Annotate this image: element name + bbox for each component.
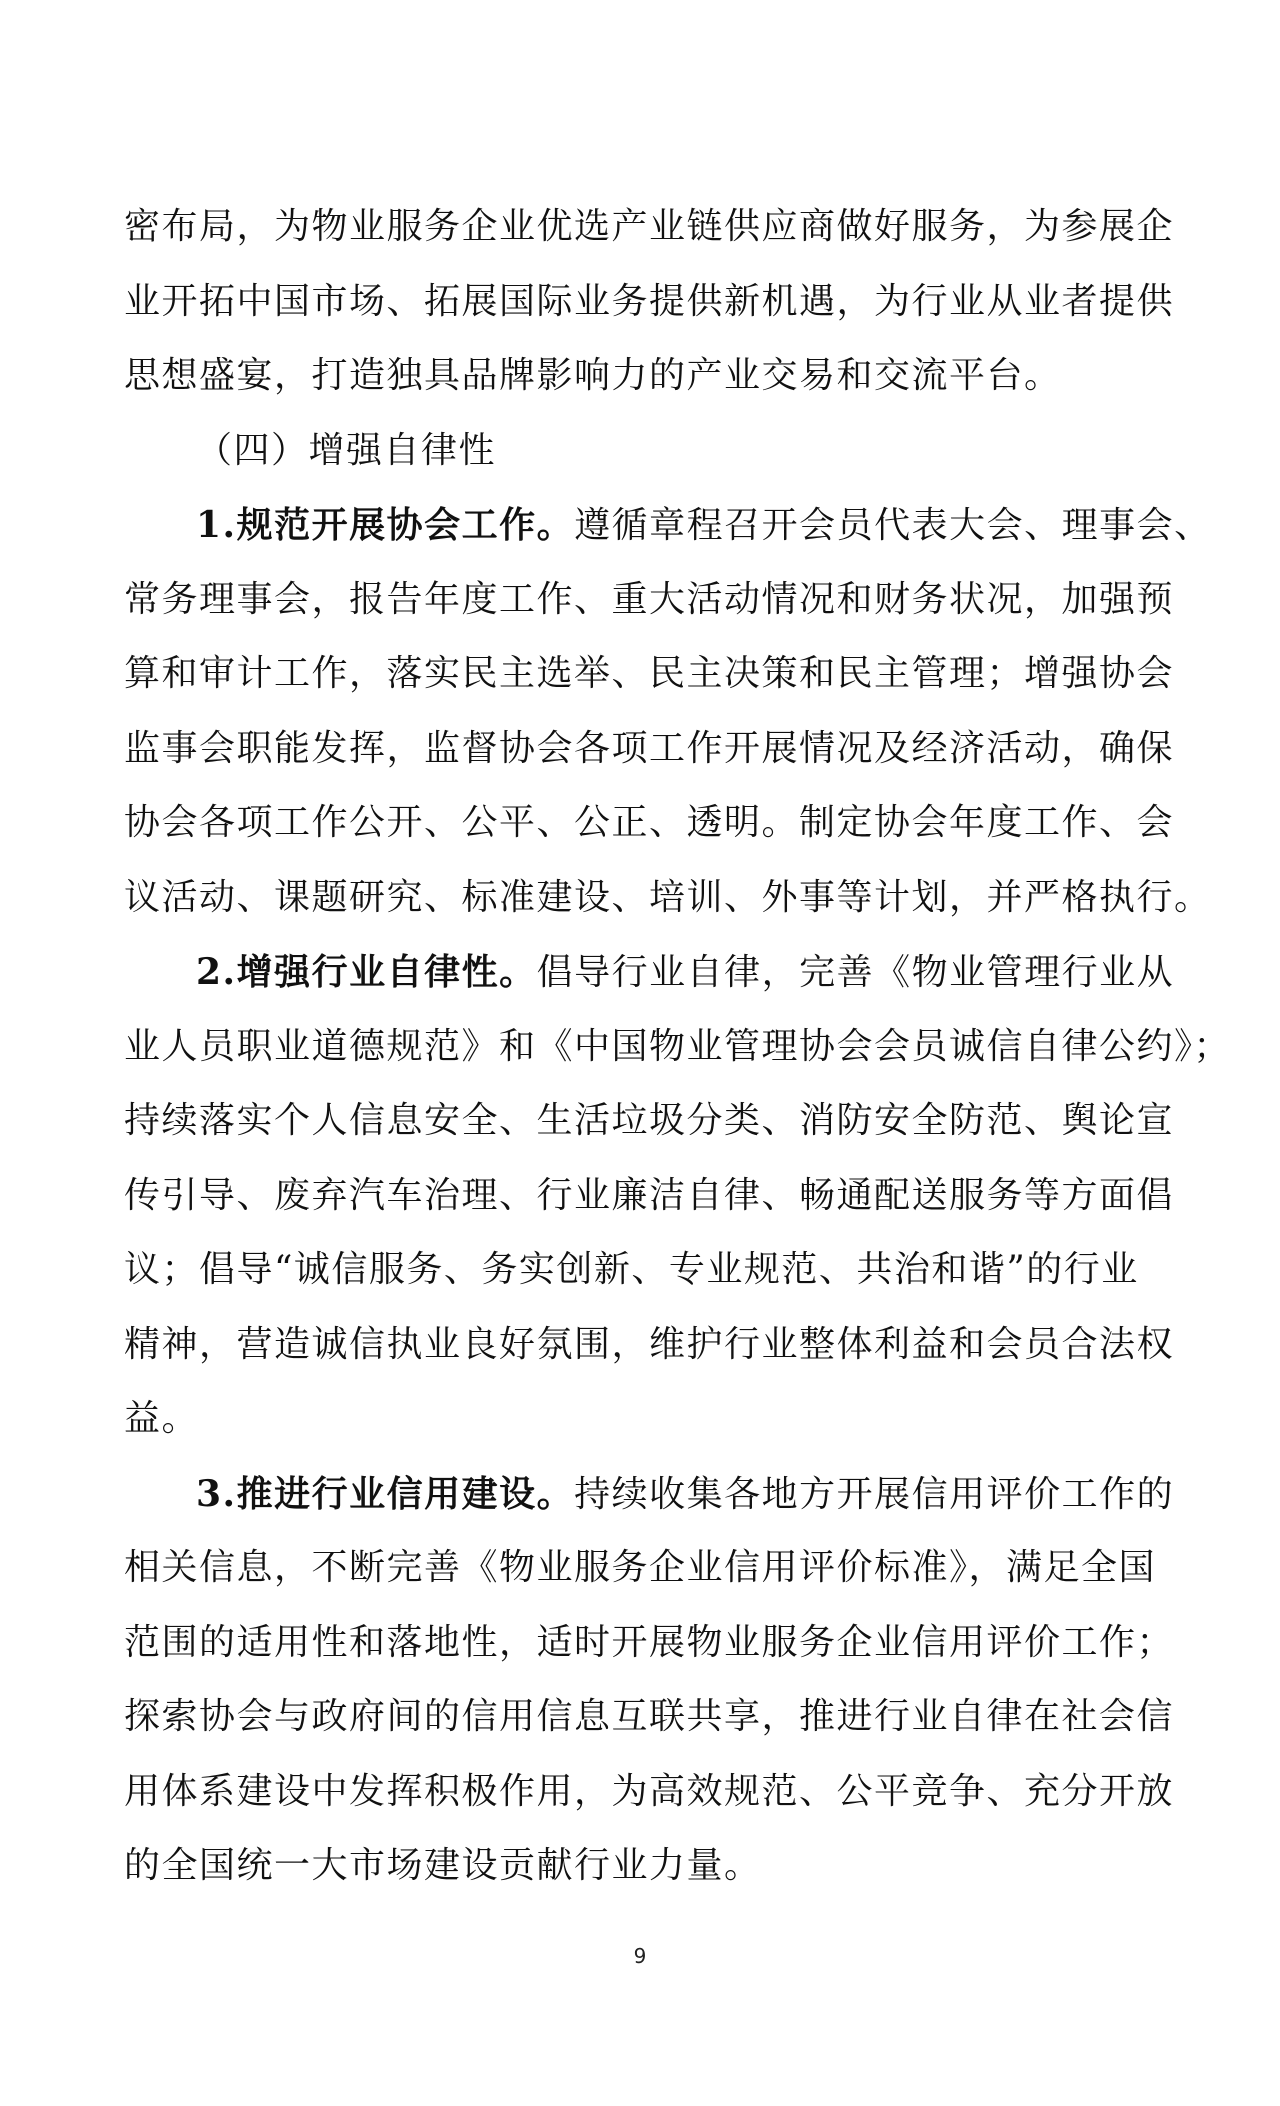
item-2-title: 2.增强行业自律性。 bbox=[196, 951, 537, 993]
paragraph-line: 传引导、废弃汽车治理、行业廉洁自律、畅通配送服务等方面倡 bbox=[124, 1174, 1175, 1216]
paragraph-line: 相关信息，不断完善《物业服务企业信用评价标准》，满足全国 bbox=[124, 1547, 1157, 1588]
paragraph-line: 协会各项工作公开、公平、公正、透明。制定协会年度工作、会 bbox=[124, 802, 1175, 843]
paragraph-line: 议；倡导“诚信服务、务实创新、专业规范、共治和谐”的行业 bbox=[124, 1249, 1139, 1290]
page-number: 9 bbox=[633, 1944, 647, 1968]
paragraph-line: 常务理事会，报告年度工作、重大活动情况和财务状况，加强预 bbox=[124, 578, 1175, 620]
item-1-first-line bbox=[124, 488, 1212, 563]
item-1-first-line-text: 遵循章程召开会员代表大会、理事会、 bbox=[574, 505, 1212, 546]
paragraph-line: 密布局，为物业服务企业优选产业链供应商做好服务，为参展企 bbox=[124, 206, 1175, 247]
paragraph-line: 持续落实个人信息安全、生活垃圾分类、消防安全防范、舆论宣 bbox=[124, 1100, 1175, 1141]
paragraph-line: 探索协会与政府间的信用信息互联共享，推进行业自律在社会信 bbox=[124, 1696, 1175, 1737]
item-1-title: 1.规范开展协会工作。 bbox=[196, 504, 575, 546]
paragraph-line: 用体系建设中发挥积极作用，为高效规范、公平竞争、充分开放 bbox=[124, 1770, 1175, 1812]
paragraph-line: 益。 bbox=[124, 1398, 200, 1439]
item-3-first-line-text: 持续收集各地方开展信用评价工作的 bbox=[574, 1473, 1175, 1515]
item-3-first-line bbox=[124, 1457, 1175, 1532]
item-3-title: 3.推进行业信用建设。 bbox=[196, 1472, 575, 1515]
paragraph-line: 算和审计工作，落实民主选举、民主决策和民主管理；增强协会 bbox=[124, 653, 1175, 694]
paragraph-line: 范围的适用性和落地性，适时开展物业服务企业信用评价工作； bbox=[124, 1621, 1175, 1663]
paragraph-line: 监事会职能发挥，监督协会各项工作开展情况及经济活动，确保 bbox=[124, 727, 1175, 769]
item-2-first-line bbox=[124, 935, 1175, 1010]
document-body bbox=[124, 190, 1232, 1904]
paragraph-line: 业开拓中国市场、拓展国际业务提供新机遇，为行业从业者提供 bbox=[124, 280, 1175, 322]
paragraph-line: 业人员职业道德规范》和《中国物业管理协会会员诚信自律公约》； bbox=[124, 1025, 1232, 1067]
item-2-first-line-text: 倡导行业自律，完善《物业管理行业从 bbox=[536, 952, 1175, 993]
paragraph-line: 的全国统一大市场建设贡献行业力量。 bbox=[124, 1845, 762, 1886]
paragraph-line: 议活动、课题研究、标准建设、培训、外事等计划，并严格执行。 bbox=[124, 876, 1212, 918]
paragraph-line: 精神，营造诚信执业良好氛围，维护行业整体利益和会员合法权 bbox=[124, 1323, 1175, 1365]
section-heading: （四）增强自律性 bbox=[196, 429, 497, 471]
paragraph-line: 思想盛宴，打造独具品牌影响力的产业交易和交流平台。 bbox=[124, 355, 1062, 396]
